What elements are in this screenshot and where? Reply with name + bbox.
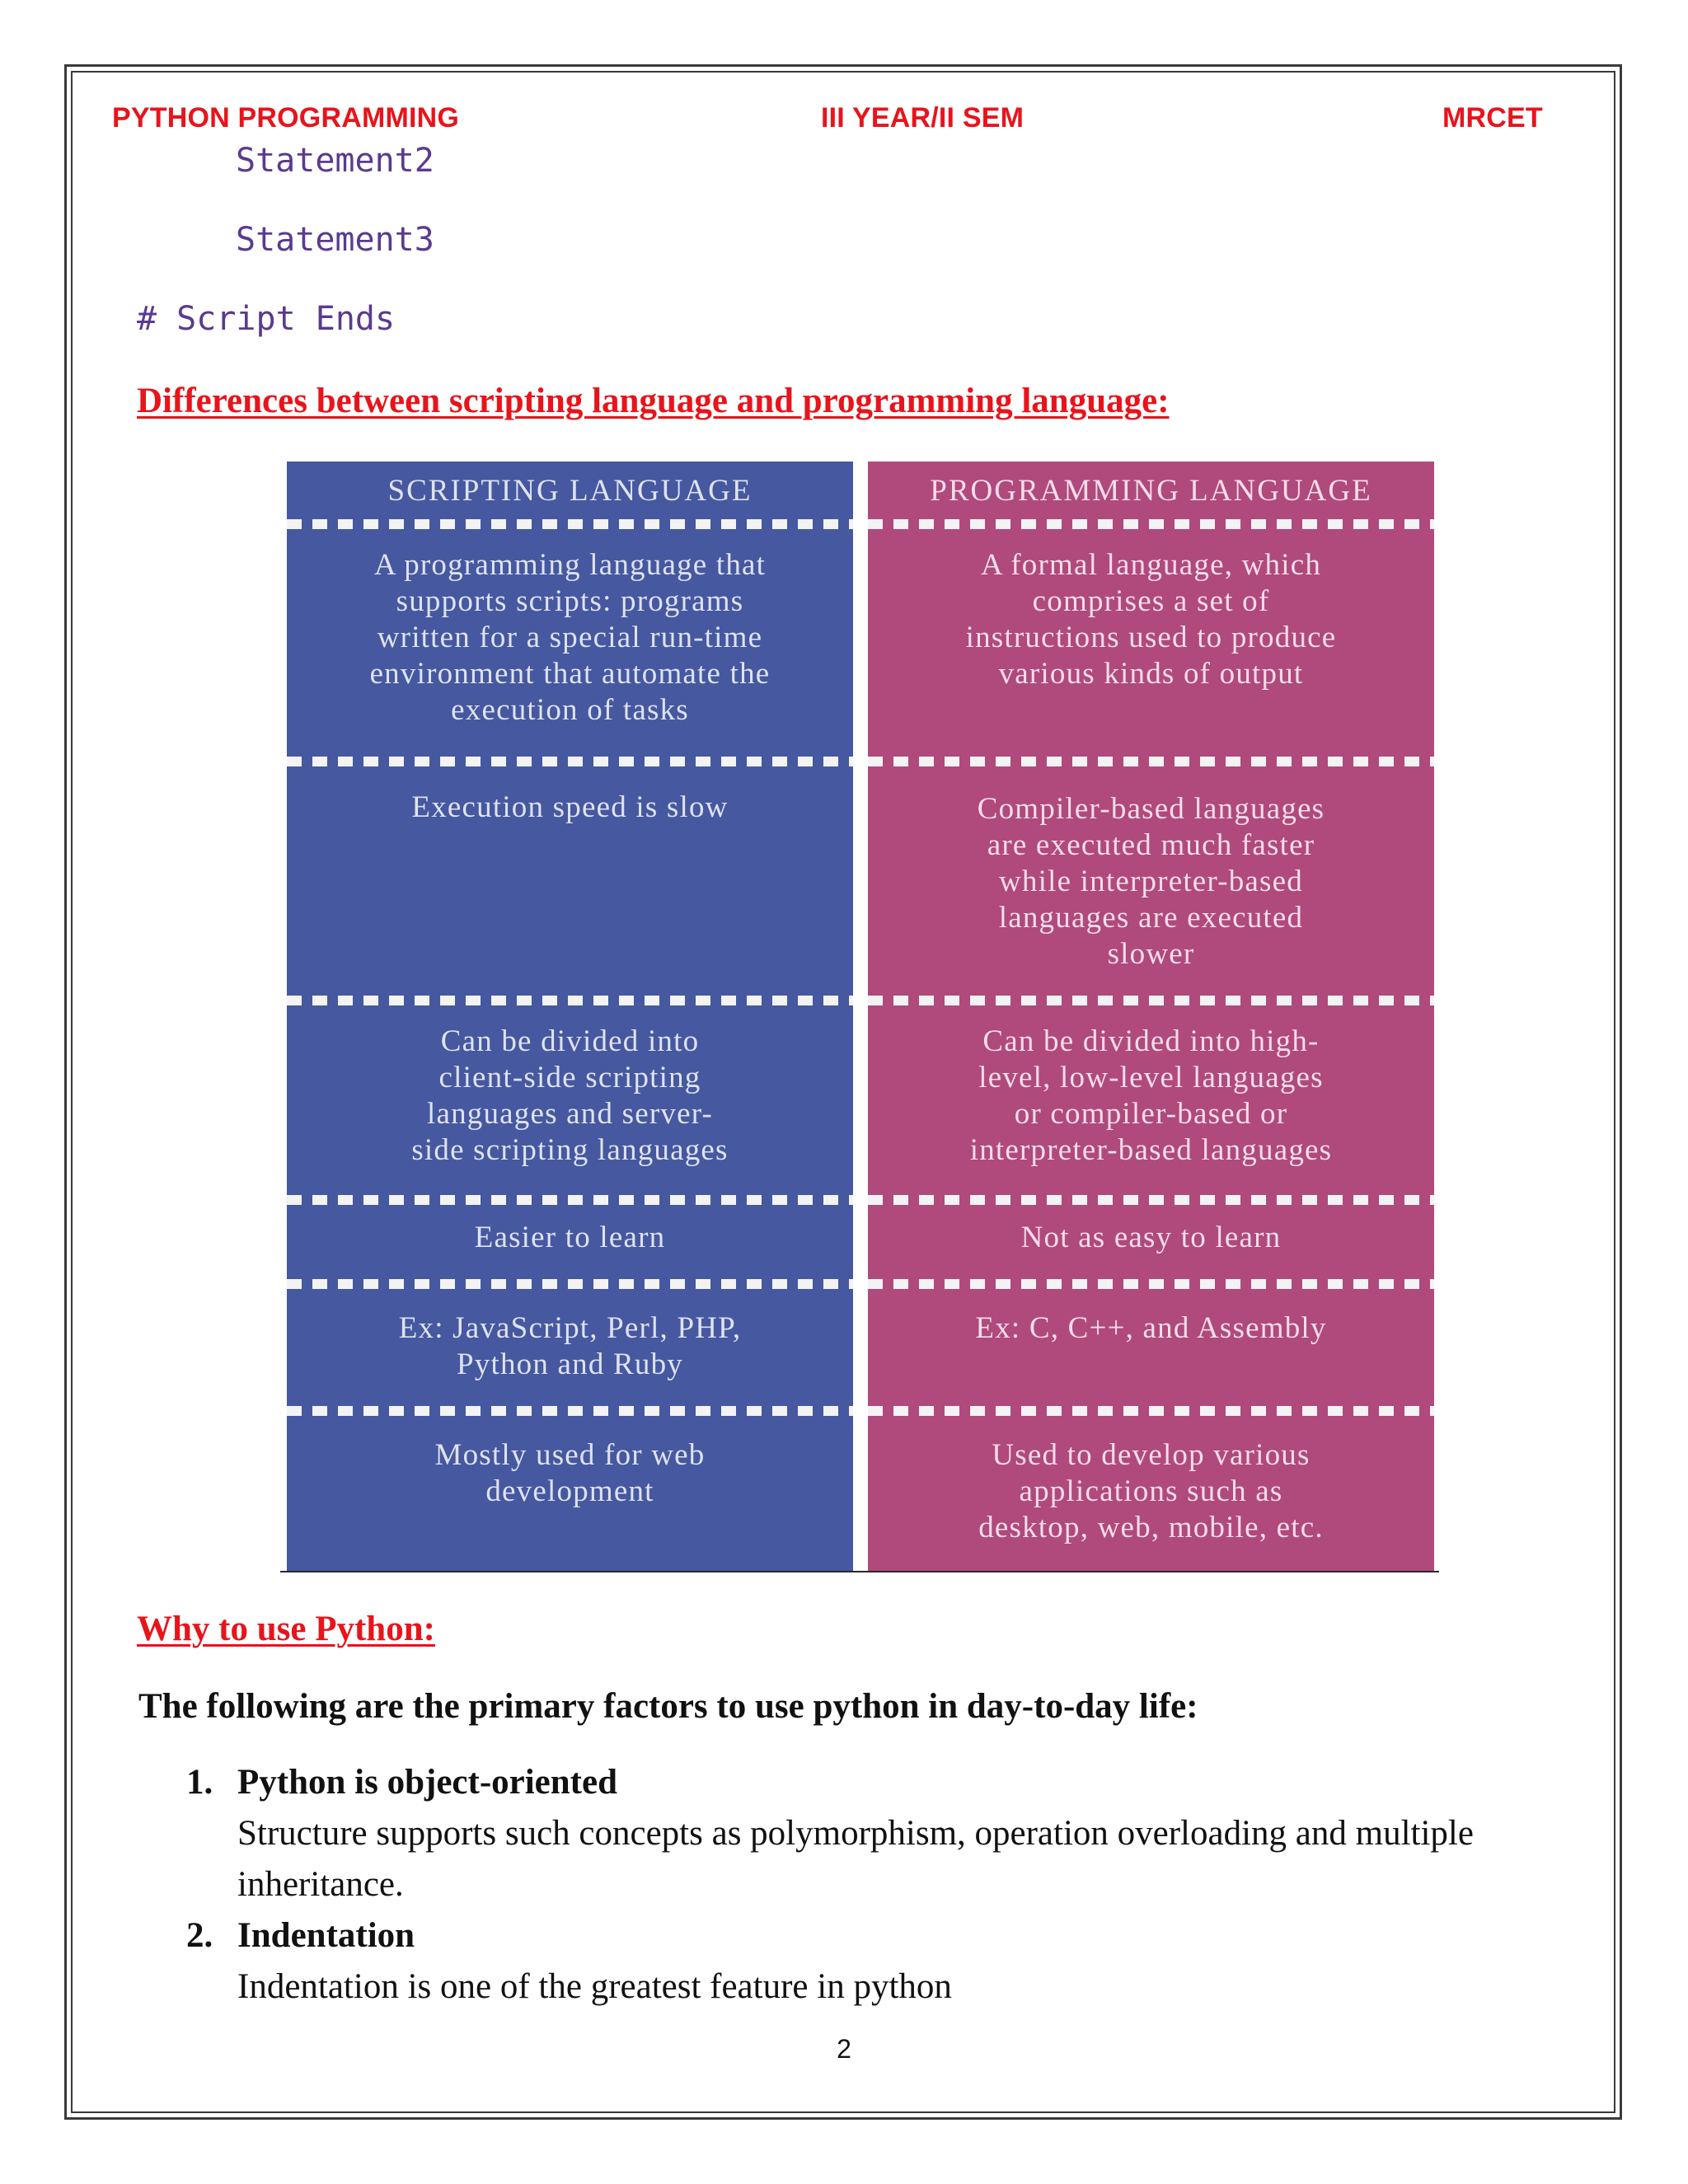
row-divider bbox=[868, 757, 1434, 766]
page-number: 2 bbox=[837, 2034, 851, 2064]
programming-cell-definition: A formal language, which comprises a set of instructions used to produce various kinds of output bbox=[965, 548, 1337, 691]
row-divider bbox=[868, 519, 1434, 529]
factors-intro: The following are the primary factors to use python in day-to-day life: bbox=[138, 1687, 1198, 1726]
list-item-number: 1. bbox=[186, 1763, 213, 1802]
row-divider bbox=[868, 1406, 1434, 1416]
row-divider bbox=[868, 996, 1434, 1005]
scripting-language-column bbox=[287, 462, 853, 1571]
scripting-cell-definition: A programming language that supports scripts: programs written for a special run-time environment that automate the execution of tasks bbox=[369, 548, 771, 727]
comparison-figure bbox=[287, 462, 1434, 1571]
header-year-semester: III YEAR/II SEM bbox=[821, 102, 1025, 134]
scripting-cell-examples: Ex: JavaScript, Perl, PHP, Python and Ruby bbox=[398, 1311, 742, 1381]
programming-cell-usage: Used to develop various applications such as desktop, web, mobile, etc. bbox=[978, 1438, 1324, 1544]
code-line-statement3: Statement3 bbox=[236, 221, 434, 259]
list-item-title: Indentation bbox=[237, 1916, 415, 1955]
row-divider bbox=[868, 1195, 1434, 1205]
programming-cell-learning: Not as easy to learn bbox=[1020, 1221, 1282, 1254]
scripting-cell-learning: Easier to learn bbox=[474, 1221, 666, 1254]
row-divider bbox=[287, 1279, 853, 1289]
scripting-cell-usage: Mostly used for web development bbox=[434, 1438, 706, 1508]
row-divider bbox=[287, 757, 853, 766]
header-course-title: PYTHON PROGRAMMING bbox=[112, 102, 460, 134]
programming-cell-speed: Compiler-based languages are executed much faster while interpreter-based languages are executed slower bbox=[977, 792, 1325, 971]
row-divider bbox=[287, 1406, 853, 1416]
list-item-title: Python is object-oriented bbox=[237, 1763, 617, 1802]
programming-column-header: PROGRAMMING LANGUAGE bbox=[930, 474, 1372, 508]
scripting-column-header: SCRIPTING LANGUAGE bbox=[387, 474, 753, 508]
row-divider bbox=[287, 1195, 853, 1205]
header-institution: MRCET bbox=[1442, 102, 1543, 134]
programming-cell-examples: Ex: C, C++, and Assembly bbox=[975, 1311, 1327, 1345]
programming-cell-division: Can be divided into high- level, low-level languages or compiler-based or interpreter-based languages bbox=[969, 1024, 1333, 1167]
section-heading-differences: Differences between scripting language and programming language: bbox=[137, 382, 1170, 420]
figure-bottom-rule bbox=[280, 1571, 1439, 1572]
list-item-number: 2. bbox=[186, 1916, 213, 1955]
section-heading-why-python: Why to use Python: bbox=[137, 1610, 435, 1648]
code-line-statement2: Statement2 bbox=[236, 142, 434, 180]
scripting-cell-division: Can be divided into client-side scripting languages and server- side scripting languages bbox=[411, 1024, 729, 1167]
code-comment-script-ends: # Script Ends bbox=[137, 300, 396, 338]
scripting-cell-speed: Execution speed is slow bbox=[411, 790, 729, 824]
row-divider bbox=[287, 996, 853, 1005]
list-item-description: Indentation is one of the greatest feature in python bbox=[237, 1967, 952, 2006]
list-item-description: Structure supports such concepts as polymorphism, operation overloading and multiple inheritance. bbox=[237, 1814, 1474, 1904]
row-divider bbox=[287, 519, 853, 529]
row-divider bbox=[868, 1279, 1434, 1289]
programming-language-column bbox=[868, 462, 1434, 1571]
